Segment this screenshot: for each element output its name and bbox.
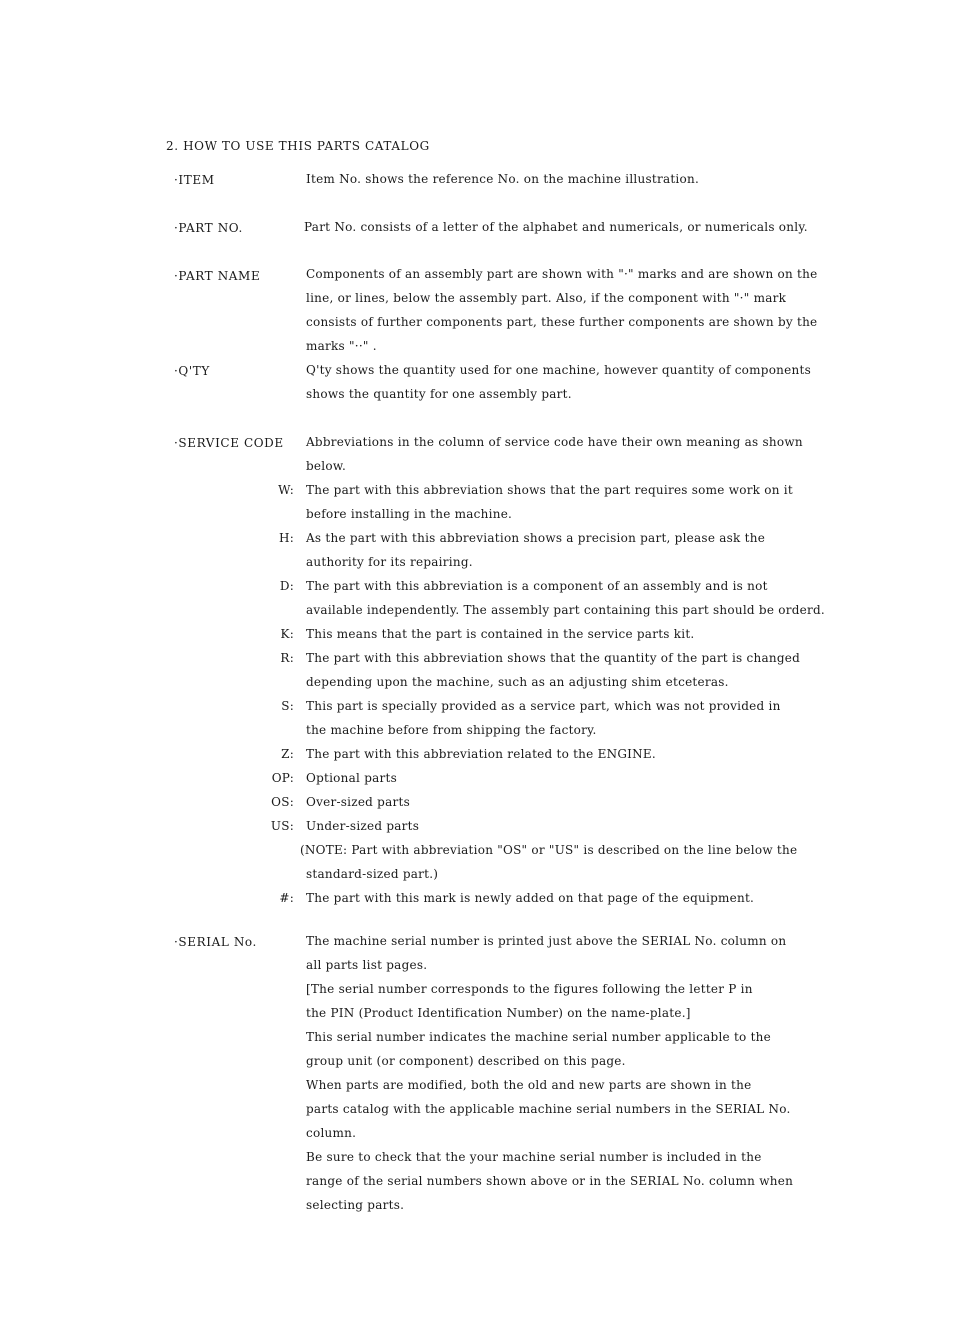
term-qty: ·Q'TY [174, 364, 210, 378]
definition-service-code [306, 430, 880, 478]
service-code-h [250, 526, 890, 574]
definition-line: Components of an assembly part are shown with "·" marks and are shown on the [306, 267, 818, 281]
service-code-key: Z: [281, 747, 294, 761]
definition-line: range of the serial numbers shown above or in the SERIAL No. column when [306, 1174, 794, 1188]
service-code-s [250, 694, 890, 742]
definition-line: This serial number indicates the machine serial number applicable to the [306, 1030, 771, 1044]
definition-line: all parts list pages. [306, 958, 428, 972]
note-line: (NOTE: Part with abbreviation "OS" or "US" is described on the line below the [300, 843, 798, 857]
definition-serial-no [306, 929, 880, 1217]
service-code-line: The part with this abbreviation shows that the quantity of the part is changed [306, 651, 801, 665]
service-code-key: US: [270, 819, 294, 833]
service-code-key: #: [279, 891, 294, 905]
definition-line: parts catalog with the applicable machine serial numbers in the SERIAL No. [306, 1102, 791, 1116]
note-line: standard-sized part.) [306, 867, 439, 881]
definition-line: line, or lines, below the assembly part. Also, if the component with "·" mark [306, 291, 787, 305]
service-code-key: D: [279, 579, 294, 593]
service-code-line: authority for its repairing. [306, 555, 473, 569]
service-code-key: H: [278, 531, 294, 545]
definition-qty [306, 358, 880, 406]
definition-line: Be sure to check that the your machine serial number is included in the [306, 1150, 762, 1164]
definition-line: the PIN (Product Identification Number) on the name-plate.] [306, 1006, 691, 1020]
service-code-key: R: [280, 651, 294, 665]
service-code-line: The part with this abbreviation is a component of an assembly and is not [306, 579, 768, 593]
definition-line: Part No. consists of a letter of the alphabet and numericals, or numericals only. [304, 220, 808, 234]
term-part-no: ·PART NO. [174, 221, 243, 235]
service-code-note [300, 838, 890, 886]
service-code-r [250, 646, 890, 694]
service-code-w [250, 478, 890, 526]
term-service-code: ·SERVICE CODE [174, 436, 284, 450]
definition-line: column. [306, 1126, 357, 1140]
term-part-name: ·PART NAME [174, 269, 261, 283]
definition-line: Abbreviations in the column of service code have their own meaning as shown [306, 435, 803, 449]
term-serial-no: ·SERIAL No. [174, 935, 257, 949]
definition-line: The machine serial number is printed just above the SERIAL No. column on [306, 934, 787, 948]
service-code-line: Optional parts [306, 771, 397, 785]
definition-part-name [306, 262, 880, 358]
service-code-line: This part is specially provided as a service part, which was not provided in [306, 699, 781, 713]
service-code-z [250, 742, 890, 766]
service-code-line: available independently. The assembly part containing this part should be orderd. [306, 603, 825, 617]
service-code-line: The part with this mark is newly added on that page of the equipment. [306, 891, 755, 905]
service-code-line: The part with this abbreviation related to the ENGINE. [306, 747, 656, 761]
service-code-key: OS: [271, 795, 294, 809]
service-code-key: W: [278, 483, 294, 497]
service-code-list [250, 478, 890, 910]
service-code-line: Under-sized parts [306, 819, 420, 833]
definition-line: group unit (or component) described on this page. [306, 1054, 626, 1068]
definition-line: When parts are modified, both the old and new parts are shown in the [306, 1078, 752, 1092]
definition-part-no [304, 215, 878, 239]
service-code-line: before installing in the machine. [306, 507, 513, 521]
term-item: ·ITEM [174, 173, 215, 187]
definition-line: shows the quantity for one assembly part. [306, 387, 572, 401]
service-code-line: depending upon the machine, such as an adjusting shim etceteras. [306, 675, 729, 689]
definition-line: consists of further components part, these further components are shown by the [306, 315, 818, 329]
definition-line: marks "··" . [306, 339, 377, 353]
service-code-line: the machine before from shipping the factory. [306, 723, 597, 737]
service-code-key: S: [281, 699, 294, 713]
service-code-op [250, 766, 890, 790]
definition-line: selecting parts. [306, 1198, 405, 1212]
service-code-k [250, 622, 890, 646]
definition-line: Q'ty shows the quantity used for one machine, however quantity of components [306, 363, 811, 377]
definition-line: below. [306, 459, 347, 473]
service-code-line: Over-sized parts [306, 795, 410, 809]
new-part-mark [250, 886, 890, 910]
page-heading: 2. HOW TO USE THIS PARTS CATALOG [166, 139, 430, 153]
service-code-os [250, 790, 890, 814]
definition-line: Item No. shows the reference No. on the machine illustration. [306, 172, 700, 186]
service-code-line: This means that the part is contained in the service parts kit. [306, 627, 695, 641]
definition-item [306, 167, 880, 191]
service-code-d [250, 574, 890, 622]
service-code-line: As the part with this abbreviation shows a precision part, please ask the [306, 531, 766, 545]
service-code-key: OP: [271, 771, 294, 785]
service-code-us [250, 814, 890, 838]
service-code-line: The part with this abbreviation shows that the part requires some work on it [306, 483, 793, 497]
service-code-key: K: [280, 627, 294, 641]
definition-line: [The serial number corresponds to the figures following the letter P in [306, 982, 753, 996]
